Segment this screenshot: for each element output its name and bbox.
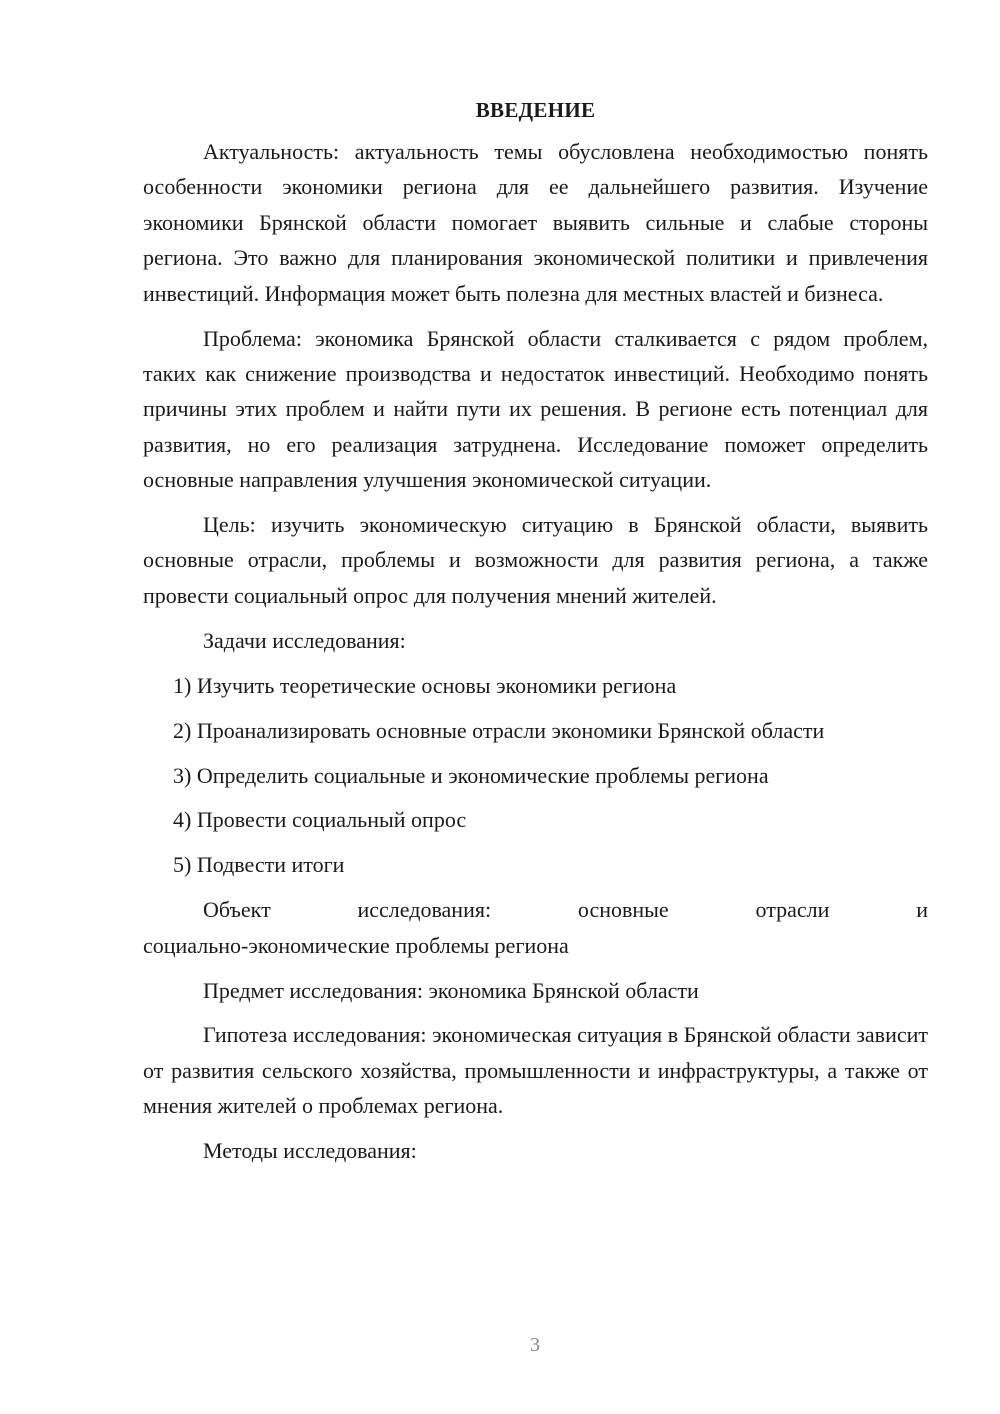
problem-paragraph: Проблема: экономика Брянской области сталкивается с рядом проблем, таких как снижение производства и недостаток инвестиций. Необходимо понять причины этих проблем и найти пути их решения. В регионе есть потенциал для развития, но его реализация затруднена. Исследование поможет определить основные направления улучшения экономической ситуации. [143,325,928,493]
object-paragraph [143,892,928,963]
subject-paragraph: Предмет исследования: экономика Брянской области [203,977,699,1003]
object-continuation: социально-экономические проблемы региона [143,932,569,958]
object-word: исследования: [357,897,492,923]
tasks-list [143,668,928,883]
list-item: 2) Проанализировать основные отрасли экономики Брянской области [173,717,825,743]
page-number: 3 [530,1334,540,1356]
list-item: 4) Провести социальный опрос [173,807,467,833]
list-item: 5) Подвести итоги [173,852,345,878]
hypothesis-paragraph: Гипотеза исследования: экономическая ситуация в Брянской области зависит от развития сельского хозяйства, промышленности и инфраструктуры, а также от мнения жителей о проблемах региона. [143,1022,928,1119]
document-page [143,96,928,1178]
list-item: 1) Изучить теоретические основы экономики региона [173,672,677,698]
list-item: 3) Определить социальные и экономические проблемы региона [173,762,769,788]
page-title: ВВЕДЕНИЕ [475,98,596,122]
object-word: и [916,897,928,923]
object-word: отрасли [755,897,830,923]
relevance-paragraph: Актуальность: актуальность темы обусловлена необходимостью понять особенности экономики региона для ее дальнейшего развития. Изучение экономики Брянской области помогает выявить сильные и слабые стороны региона. Это важно для планирования экономической политики и привлечения инвестиций. Информация может быть полезна для местных властей и бизнеса. [143,139,928,306]
object-word: основные [577,897,669,923]
methods-title: Методы исследования: [203,1138,417,1164]
goal-paragraph: Цель: изучить экономическую ситуацию в Брянской области, выявить основные отрасли, проблемы и возможности для развития региона, а также провести социальный опрос для получения мнений жителей. [143,512,928,608]
object-word: Объект [203,897,271,923]
object-first-line [143,892,928,927]
tasks-title: Задачи исследования: [203,627,406,653]
